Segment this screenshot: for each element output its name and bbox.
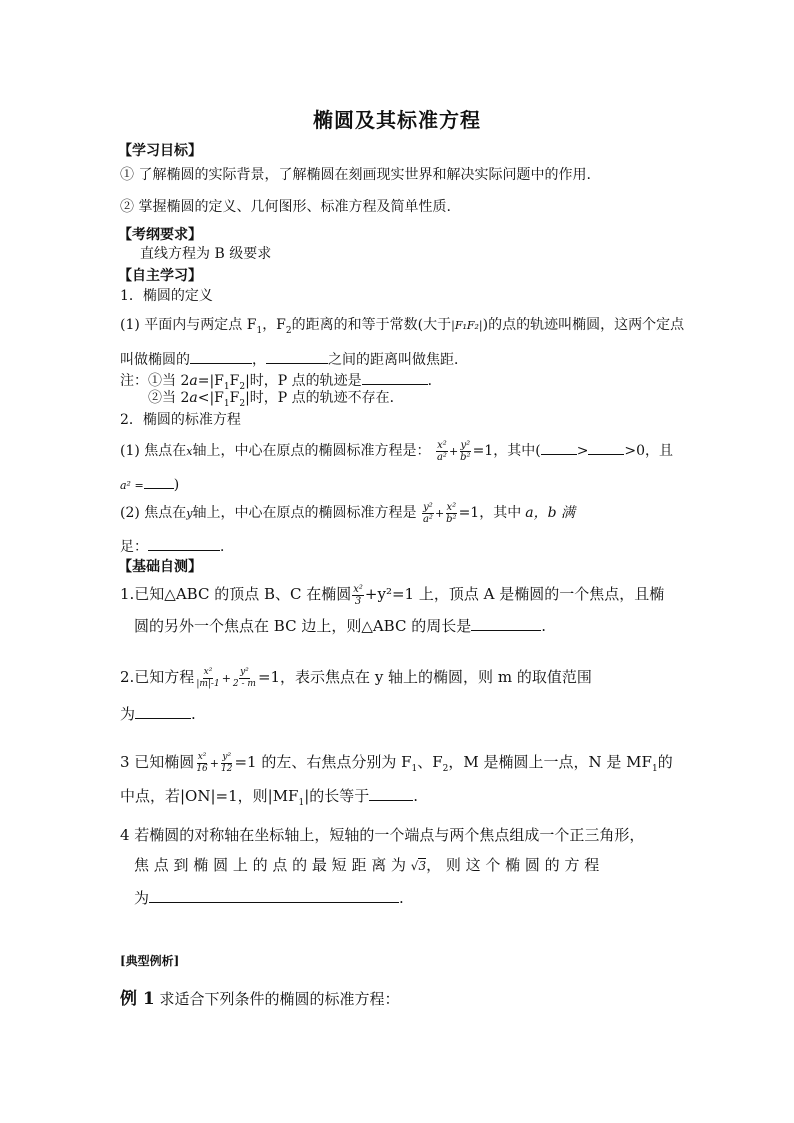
question-4-line-2: 焦 点 到 椭 圆 上 的 点 的 最 短 距 离 为 √3， 则 这 个 椭 圆 的 方 程 (134, 856, 600, 874)
definition-line-2: 叫做椭圆的 ， 之间的距离叫做焦距． (120, 349, 468, 369)
definition-line-1: (1) 平面内与两定点 $F_1$，$F_2$的距离的和等于常数(大于|F₁F₂|)的点的轨迹叫椭圆，这两个定点 (120, 317, 685, 336)
section-self-study: 【自主学习】 (118, 268, 202, 284)
sqrt-3: √3 (410, 859, 427, 873)
fraction-x2-absm: $\frac{\text{x²}}{|m|-1}$ (196, 666, 220, 689)
question-2-line-1: 2.已知方程 $\frac{\text{x²}}{|m|-1}$ + $\frac{\text{y²}}{2 - m}$ =1，表示焦点在 y 轴上的椭圆，则 m 的取值范围 (120, 666, 592, 689)
standard-equation-y-line2: 足： ． (120, 536, 234, 556)
section-self-test: 【基础自测】 (118, 559, 202, 575)
blank-ellipse-equation[interactable] (149, 888, 399, 903)
standard-equation-x: (1) 焦点在x轴上，中心在原点的椭圆标准方程是： $\frac{\text{x²}}{\text{a²}}$ + $\frac{\text{y²}}{\text{b²}}$ =1，其中( > >0，且 (120, 439, 674, 463)
blank-a[interactable] (541, 440, 577, 455)
objective-1: ① 了解椭圆的实际背景，了解椭圆在刻画现实世界和解决实际问题中的作用. (120, 167, 591, 183)
blank-trajectory[interactable] (362, 370, 428, 385)
section-objectives: 【学习目标】 (118, 143, 202, 159)
standard-equation-x-line2: a² = ) (120, 474, 179, 495)
question-1-line-1: 1.已知△ABC 的顶点 B、C 在椭圆 $\frac{\text{x²}}{3}$ +y²=1 上，顶点 A 是椭圆的一个焦点，且椭 (120, 583, 665, 607)
fraction-x2-3: $\frac{\text{x²}}{3}$ (353, 583, 363, 607)
example-1: 例 1 求适合下列条件的椭圆的标准方程： (120, 989, 400, 1009)
blank-length[interactable] (369, 786, 413, 801)
heading-ellipse-definition: 1．椭圆的定义 (120, 288, 213, 304)
objective-2: ② 掌握椭圆的定义、几何图形、标准方程及简单性质. (120, 199, 451, 215)
fraction-y2-2m: $\frac{\text{y²}}{2 - m}$ (232, 666, 256, 689)
question-4-line-1: 4 若椭圆的对称轴在坐标轴上，短轴的一个端点与两个焦点组成一个正三角形， (120, 826, 645, 844)
heading-standard-equation: 2．椭圆的标准方程 (120, 412, 241, 428)
fraction-y2-12: $\frac{\text{y²}}{12}$ (220, 751, 233, 774)
page-title: 椭圆及其标准方程 (313, 108, 481, 132)
blank-condition[interactable] (148, 536, 220, 551)
blank-a-squared[interactable] (144, 474, 174, 489)
question-1-line-2: 圆的另外一个焦点在 BC 边上，则△ABC 的周长是 . (134, 617, 547, 635)
blank-perimeter[interactable] (471, 616, 541, 631)
blank-between-foci[interactable] (266, 349, 328, 364)
standard-equation-y: (2) 焦点在y轴上，中心在原点的椭圆标准方程是 $\frac{\text{y²}}{\text{a²}}$ + $\frac{\text{x²}}{\text{b²}}$ =1，其中 a，b 满 (120, 501, 575, 525)
fraction-y2-b2: $\frac{\text{y²}}{\text{b²}}$ (460, 439, 471, 463)
question-2-line-2: 为 . (120, 705, 196, 723)
note-1: 注：①当 $2a=|F_1F_2|$时，P 点的轨迹是 ． (120, 370, 442, 396)
fraction-x2-16: $\frac{\text{x²}}{16}$ (196, 751, 208, 774)
question-3-line-2: 中点，若|ON|=1，则$|MF_1|$的长等于 . (120, 787, 419, 808)
fraction-x2-b2: $\frac{\text{x²}}{\text{b²}}$ (446, 501, 457, 525)
blank-foci[interactable] (190, 349, 252, 364)
example-1-label: 例 1 (120, 989, 155, 1009)
note-2: ②当 $2a<|F_1F_2|$时，P 点的轨迹不存在． (148, 390, 404, 409)
section-examples: [典型例析] (120, 954, 180, 968)
question-4-line-3: 为 . (134, 889, 404, 907)
blank-range[interactable] (135, 704, 191, 719)
blank-b[interactable] (588, 440, 624, 455)
fraction-x2-a2: $\frac{\text{x²}}{\text{a²}}$ (436, 439, 447, 463)
fraction-y2-a2: $\frac{\text{y²}}{\text{a²}}$ (422, 501, 433, 525)
question-3-line-1: 3 已知椭圆 $\frac{\text{x²}}{16}$ + $\frac{\text{y²}}{12}$ =1 的左、右焦点分别为 $F_1$、$F_2$，M 是椭圆上一点，N 是 $MF_1$的 (120, 751, 673, 774)
section-requirements: 【考纲要求】 (118, 227, 202, 243)
requirement-text: 直线方程为 B 级要求 (140, 246, 272, 262)
